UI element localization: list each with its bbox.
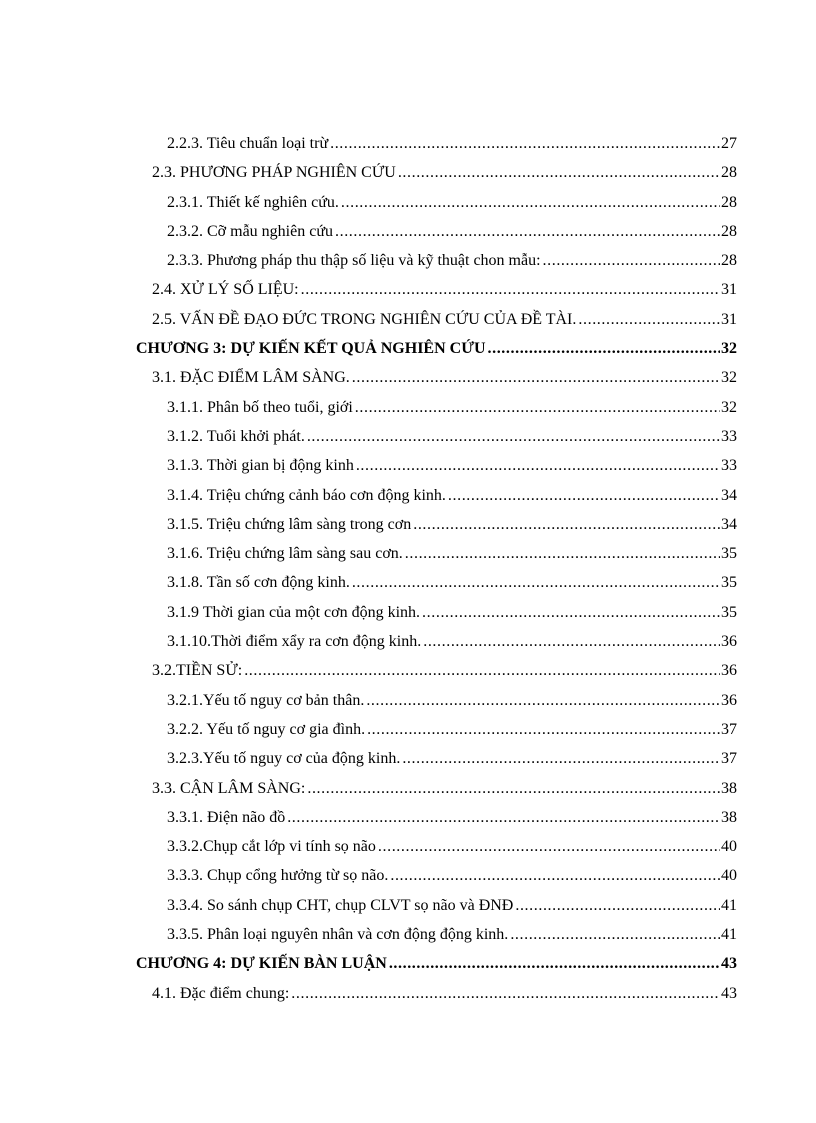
toc-entry — [0, 451, 816, 480]
toc-entry-page-number: 32 — [721, 398, 737, 416]
toc-entry-page-number: 43 — [721, 955, 737, 973]
toc-entry-page-number: 43 — [721, 984, 737, 1002]
toc-entry-page-number: 36 — [721, 662, 737, 680]
toc-entry-label: 2.4. XỬ LÝ SỐ LIỆU: — [152, 281, 299, 299]
toc-entry-page-number: 27 — [721, 135, 737, 152]
dot-leader — [287, 803, 720, 832]
toc-entry-page-number: 32 — [721, 369, 737, 387]
dot-leader — [244, 656, 720, 685]
toc-entry — [0, 275, 816, 304]
toc-entry — [0, 158, 816, 187]
toc-entry-label: 3.1.1. Phân bố theo tuổi, giới — [167, 398, 353, 416]
toc-entry-page-number: 33 — [721, 427, 737, 445]
dot-leader — [301, 275, 720, 304]
toc-entry-label: 4.1. Đặc điểm chung: — [152, 984, 290, 1002]
toc-entry — [0, 656, 816, 685]
toc-entry — [0, 246, 816, 275]
toc-entry-page-number: 32 — [721, 340, 737, 358]
toc-entry-label: 2.3.2. Cỡ mẫu nghiên cứu — [167, 222, 333, 240]
toc-entry — [0, 363, 816, 392]
toc-entry-page-number: 36 — [721, 691, 737, 709]
dot-leader — [307, 774, 720, 803]
toc-entry-label: 3.1.4. Triệu chứng cảnh báo cơn động kinh. — [167, 486, 446, 504]
toc-entry — [0, 568, 816, 597]
dot-leader — [488, 334, 721, 363]
toc-entry — [0, 217, 816, 246]
toc-entry-label: 3.3.4. So sánh chụp CHT, chụp CLVT sọ não và ĐNĐ — [167, 896, 514, 914]
toc-entry-label: 3.1.10.Thời điểm xẩy ra cơn động kinh. — [167, 633, 422, 651]
toc-entry-page-number: 35 — [721, 545, 737, 563]
dot-leader — [356, 451, 720, 480]
toc-entry-label: CHƯƠNG 4: DỰ KIẾN BÀN LUẬN — [136, 955, 387, 973]
toc-entry-label: 3.2.3.Yếu tố nguy cơ của động kinh. — [167, 750, 401, 768]
toc-entry — [0, 715, 816, 744]
dot-leader — [413, 510, 720, 539]
toc-chapter-entry — [0, 334, 816, 363]
toc-entry — [0, 129, 816, 158]
toc-entry — [0, 481, 816, 510]
toc-entry — [0, 422, 816, 451]
dot-leader — [543, 246, 720, 275]
toc-entry — [0, 686, 816, 715]
toc-entry-page-number: 36 — [721, 633, 737, 651]
toc-entry-label: 2.3.3. Phương pháp thu thập số liệu và kỹ thuật chon mẫu: — [167, 252, 541, 270]
toc-entry — [0, 891, 816, 920]
toc-entry — [0, 510, 816, 539]
dot-leader — [355, 393, 720, 422]
toc-entry-label: 3.1.3. Thời gian bị động kinh — [167, 457, 354, 475]
dot-leader — [330, 129, 720, 158]
toc-entry-label: 3.3.3. Chụp cổng hưởng từ sọ não. — [167, 867, 389, 885]
dot-leader — [378, 832, 720, 861]
toc-entry-page-number: 35 — [721, 603, 737, 621]
toc-entry-label: 2.3.1. Thiết kế nghiên cứu. — [167, 193, 339, 211]
dot-leader — [352, 568, 720, 597]
toc-entry-page-number: 34 — [721, 486, 737, 504]
dot-leader — [335, 217, 720, 246]
toc-entry-page-number: 33 — [721, 457, 737, 475]
toc-entry-label: 3.3. CẬN LÂM SÀNG: — [152, 779, 306, 797]
toc-entry-label: 3.1.2. Tuổi khởi phát. — [167, 427, 305, 445]
dot-leader — [366, 686, 720, 715]
toc-entry-label: 3.3.5. Phân loại nguyên nhân và cơn động động kinh. — [167, 926, 509, 944]
toc-entry-label: 3.2.TIỀN SỬ: — [152, 662, 243, 680]
toc-entry-page-number: 31 — [721, 310, 737, 328]
toc-entry — [0, 744, 816, 773]
toc-entry-page-number: 40 — [721, 867, 737, 885]
dot-leader — [307, 422, 720, 451]
toc-entry-page-number: 28 — [721, 252, 737, 270]
toc-entry — [0, 979, 816, 1008]
toc-entry-page-number: 28 — [721, 222, 737, 240]
toc-entry-label: 3.3.2.Chụp cắt lớp vi tính sọ não — [167, 838, 376, 856]
toc-entry — [0, 598, 816, 627]
dot-leader — [352, 363, 720, 392]
dot-leader — [515, 891, 720, 920]
dot-leader — [405, 539, 720, 568]
toc-entry-label: 2.2.3. Tiêu chuẩn loại trừ — [167, 135, 329, 152]
dot-leader — [398, 158, 720, 187]
dot-leader — [390, 861, 720, 890]
toc-entry-label: 3.2.2. Yếu tố nguy cơ gia đình. — [167, 720, 366, 738]
toc-entry-label: 3.1.5. Triệu chứng lâm sàng trong cơn — [167, 515, 412, 533]
dot-leader — [448, 481, 720, 510]
toc-entry-page-number: 37 — [721, 720, 737, 738]
toc-entry-page-number: 28 — [721, 164, 737, 182]
dot-leader — [341, 188, 720, 217]
toc-entry-label: CHƯƠNG 3: DỰ KIẾN KẾT QUẢ NGHIÊN CỨU — [136, 340, 486, 358]
toc-chapter-entry — [0, 949, 816, 978]
toc-entry-page-number: 28 — [721, 193, 737, 211]
table-of-contents — [0, 129, 816, 1008]
toc-entry-page-number: 37 — [721, 750, 737, 768]
dot-leader — [402, 744, 720, 773]
toc-entry-page-number: 38 — [721, 808, 737, 826]
dot-leader — [422, 598, 720, 627]
toc-entry-page-number: 35 — [721, 574, 737, 592]
toc-entry-page-number: 41 — [721, 926, 737, 944]
toc-entry-label: 3.1.9 Thời gian của một cơn động kinh. — [167, 603, 421, 621]
toc-entry-page-number: 38 — [721, 779, 737, 797]
dot-leader — [389, 949, 720, 978]
toc-entry-page-number: 40 — [721, 838, 737, 856]
toc-entry-label: 3.3.1. Điện não đồ — [167, 808, 286, 826]
dot-leader — [423, 627, 720, 656]
toc-entry — [0, 920, 816, 949]
toc-entry — [0, 393, 816, 422]
toc-entry-page-number: 41 — [721, 896, 737, 914]
toc-entry-page-number: 31 — [721, 281, 737, 299]
toc-entry-label: 3.1.8. Tần số cơn động kinh. — [167, 574, 350, 592]
toc-entry-label: 3.1. ĐẶC ĐIỂM LÂM SÀNG. — [152, 369, 350, 387]
dot-leader — [291, 979, 720, 1008]
toc-entry-label: 3.2.1.Yếu tố nguy cơ bản thân. — [167, 691, 365, 709]
toc-entry — [0, 188, 816, 217]
dot-leader — [367, 715, 720, 744]
toc-entry — [0, 861, 816, 890]
toc-entry — [0, 832, 816, 861]
toc-entry — [0, 774, 816, 803]
toc-entry — [0, 305, 816, 334]
toc-entry — [0, 803, 816, 832]
dot-leader — [578, 305, 720, 334]
toc-entry-page-number: 34 — [721, 515, 737, 533]
toc-entry — [0, 539, 816, 568]
toc-entry-label: 3.1.6. Triệu chứng lâm sàng sau cơn. — [167, 545, 403, 563]
toc-entry-label: 2.5. VẤN ĐỀ ĐẠO ĐỨC TRONG NGHIÊN CỨU CỦA ĐỀ TÀI. — [152, 310, 577, 328]
toc-entry — [0, 627, 816, 656]
toc-entry-label: 2.3. PHƯƠNG PHÁP NGHIÊN CỨU — [152, 164, 396, 182]
dot-leader — [510, 920, 720, 949]
